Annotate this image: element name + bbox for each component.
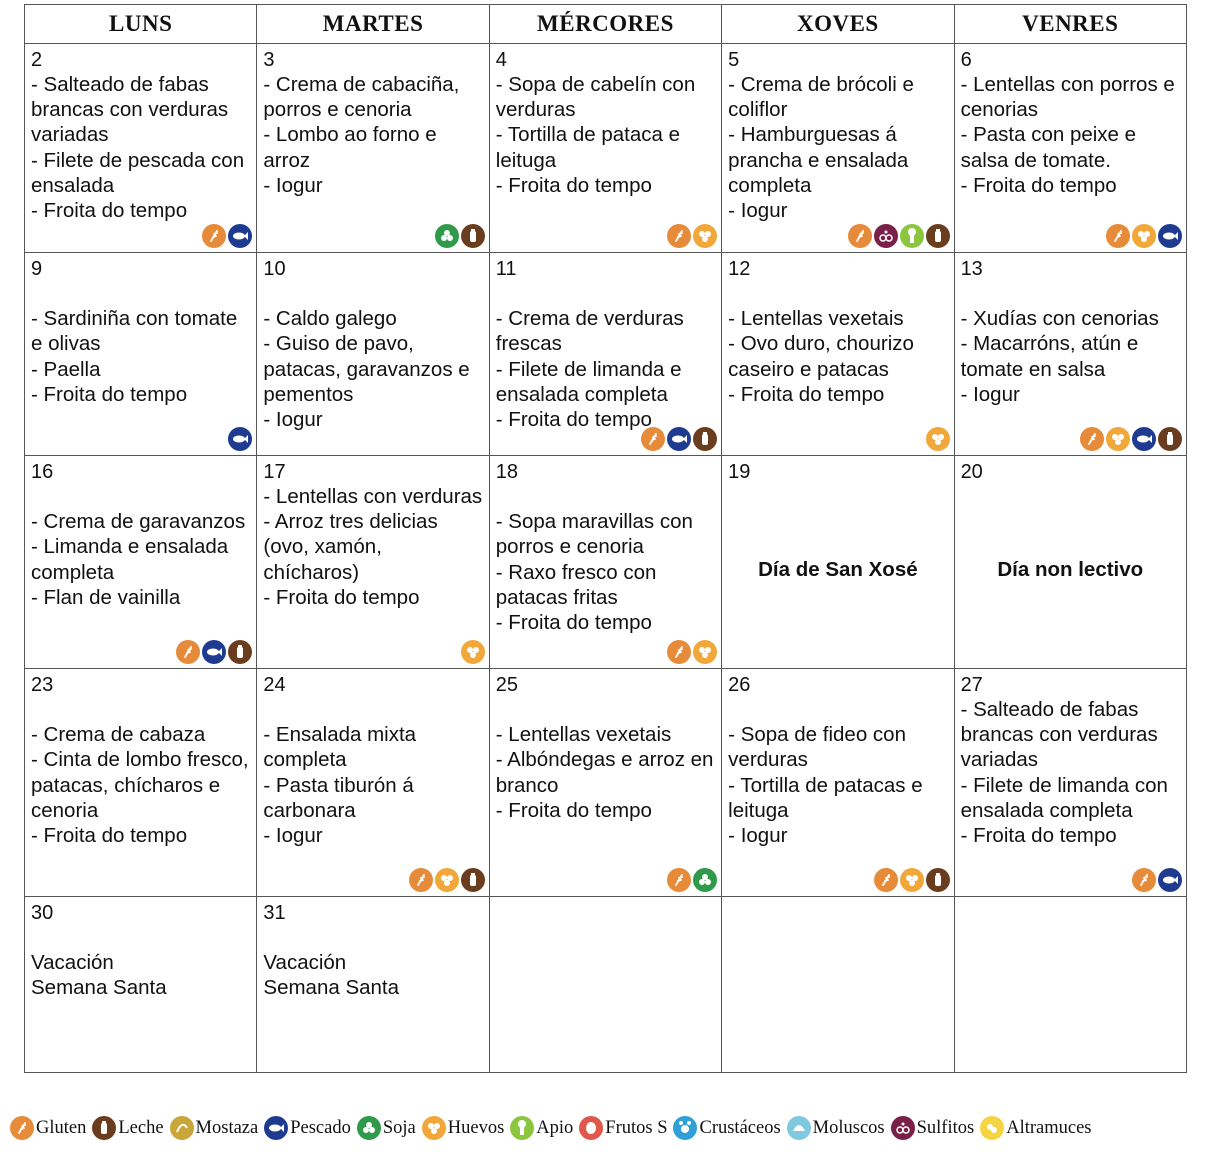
day-cell: [257, 897, 489, 1073]
day-menu: - Sopa de cabelín con verduras - Tortilla de pataca e leituga - Froita do tempo: [495, 73, 696, 197]
day-cell: [257, 44, 489, 253]
day-number: 19: [728, 461, 751, 483]
day-menu: - Lentellas vexetais - Ovo duro, chourizo caseiro e patacas - Froita do tempo: [728, 307, 914, 406]
day-number: 24: [263, 674, 286, 696]
day-cell: [954, 669, 1186, 897]
day-menu: - Salteado de fabas brancas con verduras variadas - Filete de pescada con ensalada - Froita do tempo: [31, 73, 245, 223]
day-menu: - Crema de brócoli e coliflor - Hamburguesas á prancha e ensalada completa - Iogur: [728, 73, 914, 223]
day-number: 9: [31, 258, 43, 280]
leche-icon: [92, 1116, 116, 1140]
day-menu: - Crema de cabaza - Cinta de lombo fresco, patacas, chícharos e cenoria - Froita do tempo: [31, 723, 249, 848]
day-cell: [722, 44, 954, 253]
day-cell: [489, 897, 721, 1073]
legend-item: [579, 1116, 667, 1140]
leche-icon: [693, 427, 717, 451]
day-number: 2: [31, 49, 43, 71]
header-wednesday: MÉRCORES: [489, 5, 721, 44]
day-cell: [25, 253, 257, 456]
frutos-icon: [579, 1116, 603, 1140]
apio-icon: [510, 1116, 534, 1140]
pescado-icon: [1158, 868, 1182, 892]
legend-label: Sulfitos: [916, 1117, 975, 1138]
gluten-icon: [1106, 224, 1130, 248]
day-cell: [489, 44, 721, 253]
day-cell: [489, 669, 721, 897]
pescado-icon: [264, 1116, 288, 1140]
day-menu: Vacación Semana Santa: [31, 951, 167, 1000]
day-menu: - Sopa maravillas con porros e cenoria - Raxo fresco con patacas fritas - Froita do tempo: [495, 510, 693, 635]
legend-item: [422, 1116, 505, 1140]
leche-icon: [926, 868, 950, 892]
allergen-icons: [228, 427, 252, 451]
day-number: 11: [495, 258, 517, 280]
legend-item: [92, 1116, 163, 1140]
holiday-label: Día non lectivo: [997, 558, 1144, 581]
legend-label: Moluscos: [812, 1117, 885, 1138]
day-cell: [954, 897, 1186, 1073]
day-menu: - Crema de verduras frescas - Filete de limanda e ensalada completa - Froita do tempo: [495, 307, 684, 432]
day-number: 10: [263, 258, 286, 280]
day-menu: - Ensalada mixta completa - Pasta tiburón á carbonara - Iogur: [263, 723, 417, 848]
gluten-icon: [848, 224, 872, 248]
huevos-icon: [1106, 427, 1130, 451]
header-friday: VENRES: [954, 5, 1186, 44]
allergen-icons: [641, 427, 717, 451]
day-number: 6: [960, 49, 972, 71]
pescado-icon: [667, 427, 691, 451]
week-row: [25, 456, 1187, 669]
day-cell: [489, 456, 721, 669]
legend-item: [357, 1116, 416, 1140]
gluten-icon: [409, 868, 433, 892]
day-menu: - Salteado de fabas brancas con verduras variadas - Filete de limanda con ensalada completa - Froita do tempo: [960, 698, 1168, 848]
day-number: 20: [960, 461, 983, 483]
leche-icon: [926, 224, 950, 248]
pescado-icon: [202, 640, 226, 664]
huevos-icon: [693, 224, 717, 248]
day-menu: - Caldo galego - Guiso de pavo, patacas, garavanzos e pementos - Iogur: [263, 307, 470, 432]
day-cell: [257, 253, 489, 456]
day-number: 26: [728, 674, 751, 696]
leche-icon: [228, 640, 252, 664]
apio-icon: [900, 224, 924, 248]
day-number: 17: [263, 461, 286, 483]
huevos-icon: [900, 868, 924, 892]
header-thursday: XOVES: [722, 5, 954, 44]
legend-label: Crustáceos: [699, 1117, 781, 1138]
huevos-icon: [1132, 224, 1156, 248]
day-number: 5: [728, 49, 740, 71]
allergen-legend: [10, 1116, 1097, 1140]
week-row: [25, 897, 1187, 1073]
gluten-icon: [641, 427, 665, 451]
allergen-icons: [848, 224, 950, 248]
allergen-icons: [176, 640, 252, 664]
huevos-icon: [461, 640, 485, 664]
legend-item: [787, 1116, 885, 1140]
altramuces-icon: [980, 1116, 1004, 1140]
week-row: [25, 669, 1187, 897]
huevos-icon: [422, 1116, 446, 1140]
day-cell: [722, 253, 954, 456]
day-menu: - Crema de cabaciña, porros e cenoria - Lombo ao forno e arroz - Iogur: [263, 73, 460, 197]
day-menu: - Lentellas con porros e cenorias - Pasta con peixe e salsa de tomate. - Froita do tempo: [960, 73, 1175, 197]
allergen-icons: [667, 640, 717, 664]
legend-label: Soja: [382, 1117, 416, 1138]
day-cell: [722, 669, 954, 897]
day-number: [955, 897, 1186, 901]
day-number: 4: [495, 49, 507, 71]
legend-label: Mostaza: [195, 1117, 259, 1138]
legend-label: Frutos S: [605, 1117, 668, 1138]
day-number: [490, 897, 721, 901]
week-row: [25, 44, 1187, 253]
day-number: 12: [728, 258, 751, 280]
day-cell: [489, 253, 721, 456]
moluscos-icon: [787, 1116, 811, 1140]
day-number: 25: [495, 674, 519, 696]
menu-calendar: [24, 4, 1187, 1073]
huevos-icon: [435, 868, 459, 892]
legend-item: [264, 1116, 351, 1140]
legend-item: [673, 1116, 780, 1140]
week-row: [25, 253, 1187, 456]
day-menu: Vacación Semana Santa: [263, 951, 400, 1000]
gluten-icon: [202, 224, 226, 248]
day-cell: [722, 897, 954, 1073]
sulfitos-icon: [874, 224, 898, 248]
legend-label: Pescado: [290, 1117, 351, 1138]
legend-item: [170, 1116, 259, 1140]
allergen-icons: [926, 427, 950, 451]
pescado-icon: [228, 224, 252, 248]
gluten-icon: [667, 868, 691, 892]
gluten-icon: [667, 640, 691, 664]
legend-item: [10, 1116, 86, 1140]
legend-item: [980, 1116, 1091, 1140]
allergen-icons: [1106, 224, 1182, 248]
pescado-icon: [228, 427, 252, 451]
gluten-icon: [1132, 868, 1156, 892]
day-menu: - Lentellas vexetais - Albóndegas e arroz en branco - Froita do tempo: [495, 723, 714, 822]
day-cell: [25, 669, 257, 897]
day-menu: - Crema de garavanzos - Limanda e ensalada completa - Flan de vainilla: [31, 510, 246, 609]
weekday-header-row: [25, 5, 1187, 44]
allergen-icons: [667, 868, 717, 892]
day-cell: [25, 44, 257, 253]
day-number: 13: [960, 258, 983, 280]
day-number: 18: [495, 461, 519, 483]
day-number: [722, 897, 953, 901]
allergen-icons: [667, 224, 717, 248]
day-cell: [257, 669, 489, 897]
mostaza-icon: [170, 1116, 194, 1140]
crustaceos-icon: [673, 1116, 697, 1140]
day-menu: - Sardiniña con tomate e olivas - Paella - Froita do tempo: [31, 307, 238, 406]
day-cell: [722, 456, 954, 669]
legend-item: [891, 1116, 975, 1140]
gluten-icon: [1080, 427, 1104, 451]
legend-label: Leche: [118, 1117, 164, 1138]
header-monday: LUNS: [25, 5, 257, 44]
huevos-icon: [693, 640, 717, 664]
day-number: 16: [31, 461, 54, 483]
legend-label: Apio: [536, 1117, 574, 1138]
leche-icon: [461, 224, 485, 248]
day-menu: - Sopa de fideo con verduras - Tortilla de patacas e leituga - Iogur: [728, 723, 923, 848]
legend-label: Altramuces: [1006, 1117, 1092, 1138]
allergen-icons: [409, 868, 485, 892]
legend-label: Gluten: [36, 1117, 87, 1138]
header-tuesday: MARTES: [257, 5, 489, 44]
gluten-icon: [176, 640, 200, 664]
sulfitos-icon: [891, 1116, 915, 1140]
allergen-icons: [1132, 868, 1182, 892]
gluten-icon: [10, 1116, 34, 1140]
day-cell: [257, 456, 489, 669]
pescado-icon: [1132, 427, 1156, 451]
soja-icon: [693, 868, 717, 892]
legend-label: Huevos: [447, 1117, 505, 1138]
leche-icon: [1158, 427, 1182, 451]
day-cell: [954, 456, 1186, 669]
day-number: 30: [31, 902, 54, 924]
soja-icon: [435, 224, 459, 248]
day-cell: [25, 897, 257, 1073]
day-menu: - Xudías con cenorias - Macarróns, atún e tomate en salsa - Iogur: [960, 307, 1159, 406]
day-cell: [954, 44, 1186, 253]
day-number: 27: [960, 674, 983, 696]
day-number: 3: [263, 49, 275, 71]
huevos-icon: [926, 427, 950, 451]
day-number: 23: [31, 674, 54, 696]
allergen-icons: [435, 224, 485, 248]
pescado-icon: [1158, 224, 1182, 248]
holiday-label: Día de San Xosé: [758, 558, 918, 581]
gluten-icon: [874, 868, 898, 892]
day-cell: [25, 456, 257, 669]
gluten-icon: [667, 224, 691, 248]
day-menu: - Lentellas con verduras - Arroz tres delicias (ovo, xamón, chícharos) - Froita do tempo: [263, 485, 483, 609]
leche-icon: [461, 868, 485, 892]
legend-item: [510, 1116, 573, 1140]
day-number: 31: [263, 902, 286, 924]
allergen-icons: [874, 868, 950, 892]
allergen-icons: [1080, 427, 1182, 451]
allergen-icons: [202, 224, 252, 248]
day-cell: [954, 253, 1186, 456]
allergen-icons: [461, 640, 485, 664]
soja-icon: [357, 1116, 381, 1140]
